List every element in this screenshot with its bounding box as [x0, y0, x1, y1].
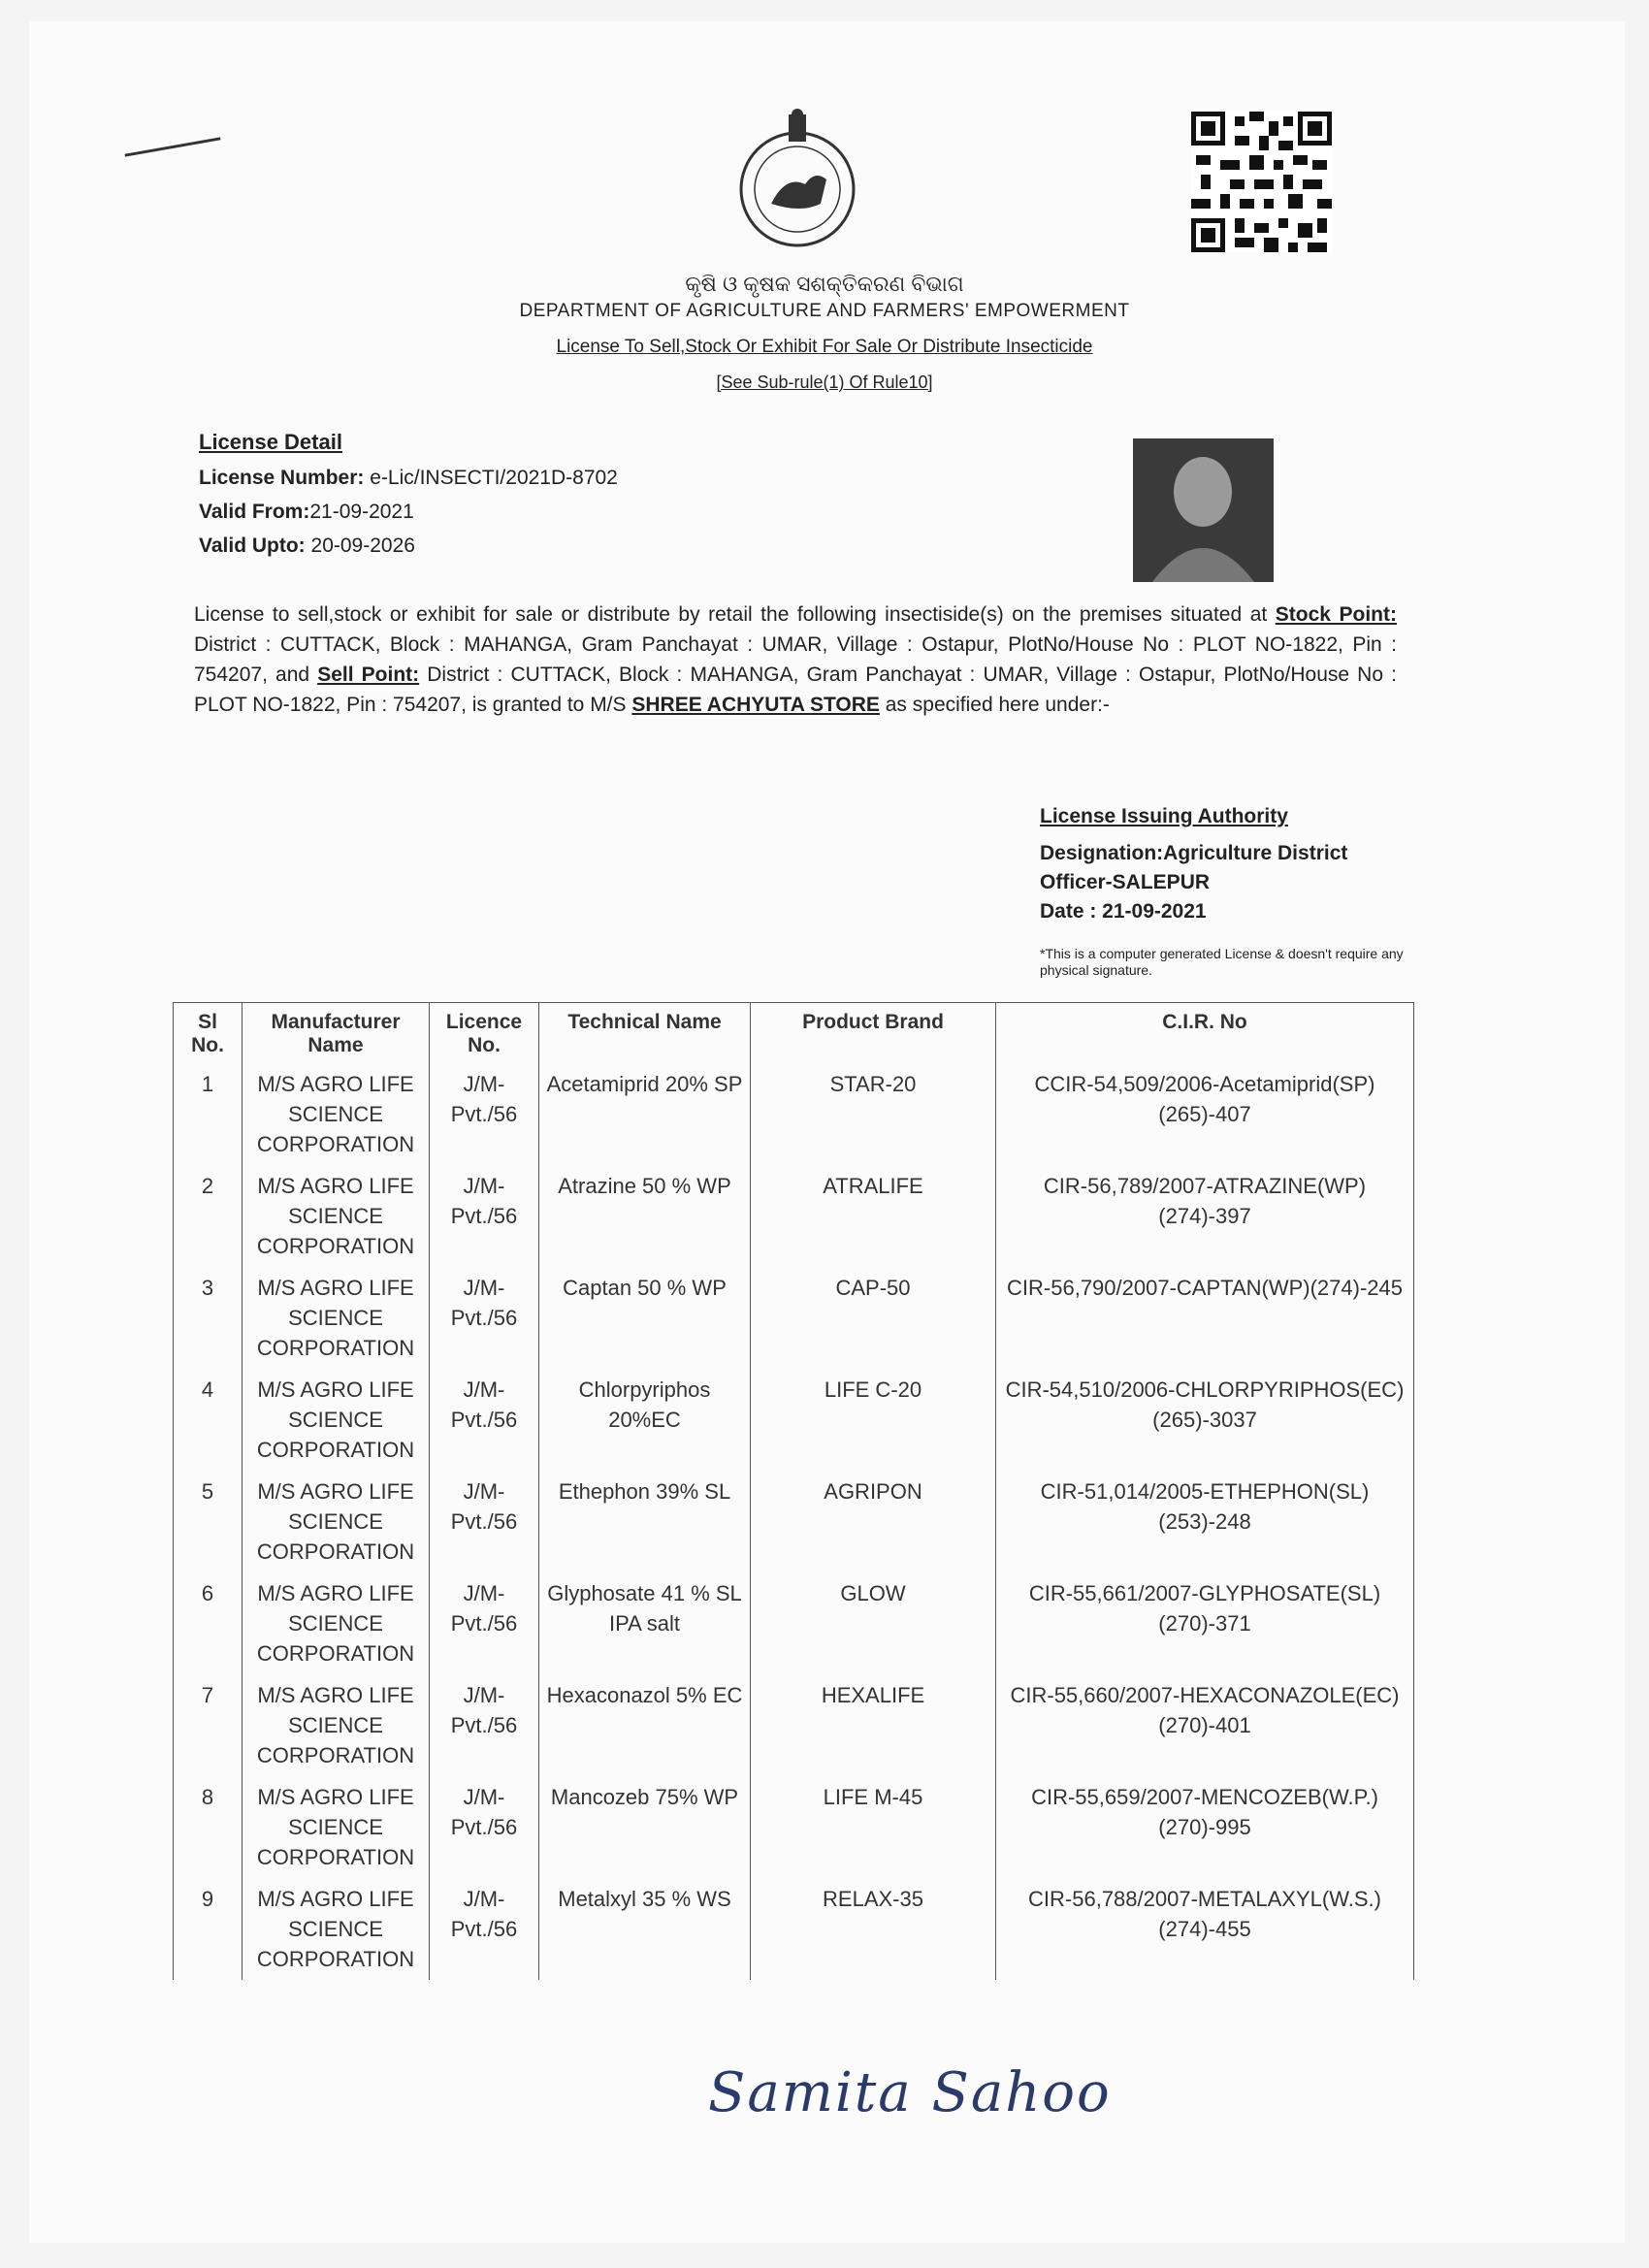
licence-no-cell: J/M-Pvt./56 — [430, 1471, 539, 1572]
valid-upto: Valid Upto: 20-09-2026 — [199, 535, 415, 557]
insecticide-table — [173, 1002, 1414, 1980]
authority-heading: License Issuing Authority — [1040, 805, 1288, 827]
table-row — [174, 1471, 1414, 1572]
licensee-photo — [1133, 438, 1274, 582]
manufacturer-cell: M/S AGRO LIFE SCIENCE CORPORATION — [242, 1165, 430, 1267]
product-brand-cell: CAP-50 — [751, 1267, 996, 1369]
license-number: License Number: e-Lic/INSECTI/2021D-8702 — [199, 467, 618, 489]
dept-title: DEPARTMENT OF AGRICULTURE AND FARMERS' EMPOWERMENT — [519, 301, 1130, 321]
product-brand-cell: ATRALIFE — [751, 1165, 996, 1267]
col-manufacturer: Manufacturer Name — [242, 1003, 430, 1064]
licence-no-cell: J/M-Pvt./56 — [430, 1267, 539, 1369]
cir-no-cell: CCIR-54,509/2006-Acetamiprid(SP)(265)-407 — [996, 1063, 1414, 1165]
cir-no-cell: CIR-56,789/2007-ATRAZINE(WP)(274)-397 — [996, 1165, 1414, 1267]
product-brand-cell: HEXALIFE — [751, 1674, 996, 1776]
cir-no-cell: CIR-55,661/2007-GLYPHOSATE(SL)(270)-371 — [996, 1572, 1414, 1674]
store-name: SHREE ACHYUTA STORE — [631, 694, 880, 716]
cir-no-cell: CIR-56,788/2007-METALAXYL(W.S.)(274)-455 — [996, 1878, 1414, 1980]
licence-no-cell: J/M-Pvt./56 — [430, 1674, 539, 1776]
table-row — [174, 1165, 1414, 1267]
sell-point-label: Sell Point: — [317, 664, 420, 686]
license-detail-heading: License Detail — [199, 430, 342, 454]
manufacturer-cell: M/S AGRO LIFE SCIENCE CORPORATION — [242, 1572, 430, 1674]
sl-no-cell: 2 — [174, 1165, 242, 1267]
sl-no-cell: 8 — [174, 1776, 242, 1878]
sl-no-cell: 1 — [174, 1063, 242, 1165]
technical-name-cell: Chlorpyriphos 20%EC — [539, 1369, 751, 1471]
technical-name-cell: Ethephon 39% SL — [539, 1471, 751, 1572]
col-sl-no: Sl No. — [174, 1003, 242, 1064]
manufacturer-cell: M/S AGRO LIFE SCIENCE CORPORATION — [242, 1471, 430, 1572]
cir-no-cell: CIR-55,660/2007-HEXACONAZOLE(EC)(270)-401 — [996, 1674, 1414, 1776]
technical-name-cell: Atrazine 50 % WP — [539, 1165, 751, 1267]
manufacturer-cell: M/S AGRO LIFE SCIENCE CORPORATION — [242, 1878, 430, 1980]
valid-from: Valid From:21-09-2021 — [199, 501, 414, 523]
col-technical-name: Technical Name — [539, 1003, 751, 1064]
manufacturer-cell: M/S AGRO LIFE SCIENCE CORPORATION — [242, 1776, 430, 1878]
table-row — [174, 1878, 1414, 1980]
sl-no-cell: 3 — [174, 1267, 242, 1369]
technical-name-cell: Acetamiprid 20% SP — [539, 1063, 751, 1165]
col-cir-no: C.I.R. No — [996, 1003, 1414, 1064]
licence-no-cell: J/M-Pvt./56 — [430, 1165, 539, 1267]
technical-name-cell: Metalxyl 35 % WS — [539, 1878, 751, 1980]
product-brand-cell: GLOW — [751, 1572, 996, 1674]
manufacturer-cell: M/S AGRO LIFE SCIENCE CORPORATION — [242, 1369, 430, 1471]
technical-name-cell: Hexaconazol 5% EC — [539, 1674, 751, 1776]
licence-no-cell: J/M-Pvt./56 — [430, 1063, 539, 1165]
license-paragraph: License to sell,stock or exhibit for sale or distribute by retail the following insectiside(s) on the premises situated at Stock Point: District : CUTTACK, Block : MAHANGA, Gram Panchayat : UMAR, Village : Ostapur, PlotNo/House No : PLOT NO-1822, Pin : 754207, and Sell Point: District : CUTTACK, Block : MAHANGA, Gram Panchayat : UMAR, Village : Ostapur, PlotNo/House No : PLOT NO-1822, Pin : 754207, is granted to M/S SHREE ACHYUTA STORE as specified here under:- — [194, 603, 1397, 716]
col-product-brand: Product Brand — [751, 1003, 996, 1064]
sl-no-cell: 7 — [174, 1674, 242, 1776]
product-brand-cell: RELAX-35 — [751, 1878, 996, 1980]
handwritten-signature: Samita Sahoo — [708, 2061, 1112, 2124]
table-row — [174, 1369, 1414, 1471]
technical-name-cell: Glyphosate 41 % SL IPA salt — [539, 1572, 751, 1674]
product-brand-cell: STAR-20 — [751, 1063, 996, 1165]
col-licence-no: Licence No. — [430, 1003, 539, 1064]
technical-name-cell: Mancozeb 75% WP — [539, 1776, 751, 1878]
authority-date: Date : 21-09-2021 — [1040, 900, 1207, 923]
qr-code-icon — [1191, 112, 1332, 252]
manufacturer-cell: M/S AGRO LIFE SCIENCE CORPORATION — [242, 1674, 430, 1776]
product-brand-cell: AGRIPON — [751, 1471, 996, 1572]
state-emblem-icon — [732, 107, 863, 252]
cir-no-cell: CIR-54,510/2006-CHLORPYRIPHOS(EC)(265)-3037 — [996, 1369, 1414, 1471]
table-row — [174, 1267, 1414, 1369]
licence-no-cell: J/M-Pvt./56 — [430, 1572, 539, 1674]
table-row — [174, 1572, 1414, 1674]
licence-no-cell: J/M-Pvt./56 — [430, 1878, 539, 1980]
dept-odia-title: କୃଷି ଓ କୃଷକ ସଶକ୍ତିକରଣ ବିଭାଗ — [685, 272, 964, 296]
cir-no-cell: CIR-51,014/2005-ETHEPHON(SL)(253)-248 — [996, 1471, 1414, 1572]
table-row — [174, 1674, 1414, 1776]
table-row — [174, 1063, 1414, 1165]
rule-reference: [See Sub-rule(1) Of Rule10] — [716, 373, 933, 392]
cir-no-cell: CIR-56,790/2007-CAPTAN(WP)(274)-245 — [996, 1267, 1414, 1369]
cir-no-cell: CIR-55,659/2007-MENCOZEB(W.P.)(270)-995 — [996, 1776, 1414, 1878]
product-brand-cell: LIFE C-20 — [751, 1369, 996, 1471]
product-brand-cell: LIFE M-45 — [751, 1776, 996, 1878]
licence-no-cell: J/M-Pvt./56 — [430, 1776, 539, 1878]
computer-generated-note: *This is a computer generated License & doesn't require any physical signature. — [1040, 946, 1404, 978]
authority-designation: Designation:Agriculture District Officer-SALEPUR — [1040, 842, 1348, 893]
licence-no-cell: J/M-Pvt./56 — [430, 1369, 539, 1471]
sl-no-cell: 4 — [174, 1369, 242, 1471]
manufacturer-cell: M/S AGRO LIFE SCIENCE CORPORATION — [242, 1267, 430, 1369]
technical-name-cell: Captan 50 % WP — [539, 1267, 751, 1369]
table-header-row — [174, 1003, 1414, 1064]
license-title: License To Sell,Stock Or Exhibit For Sale Or Distribute Insecticide — [556, 337, 1093, 357]
sl-no-cell: 6 — [174, 1572, 242, 1674]
stock-point-label: Stock Point: — [1275, 603, 1397, 626]
manufacturer-cell: M/S AGRO LIFE SCIENCE CORPORATION — [242, 1063, 430, 1165]
table-row — [174, 1776, 1414, 1878]
sl-no-cell: 5 — [174, 1471, 242, 1572]
sl-no-cell: 9 — [174, 1878, 242, 1980]
